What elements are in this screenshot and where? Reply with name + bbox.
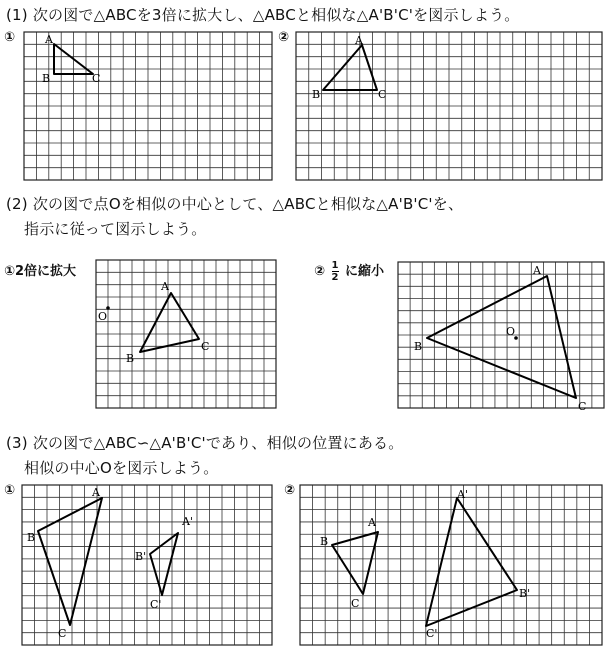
label-c-2-2: C [578,400,587,413]
fraction-numerator: 1 [331,260,339,271]
label-b-3-1: B [27,531,36,544]
label-a2-3-2: A' [457,488,468,501]
grid-1-1 [24,32,272,180]
triangle-abc-2-1 [140,293,199,352]
triangle-abc-2-2 [427,276,576,398]
section3-instruction-line2: 相似の中心Oを図示しよう。 [24,459,219,477]
label-c-3-1: C [58,627,67,640]
label-b-1-1: B [42,72,51,85]
label-c-1-2: C [378,88,387,101]
section2-instruction-line1: (2) 次の図で点Oを相似の中心として、△ABCと相似な△A'B'C'を、 [6,195,464,213]
label-c-3-2: C [351,597,360,610]
label-b2-3-1: B' [135,550,147,563]
grid-2-1 [96,260,276,408]
label-b-2-1: B [126,352,135,365]
label-o-2-1: O [98,310,108,323]
section2-sub1-label: ①2倍に拡大 [4,264,77,279]
section2-sub2-prefix: ② [314,264,326,279]
label-a-3-2: A [368,516,376,529]
section3-sub1-label: ① [4,483,16,498]
label-c2-3-1: C' [150,598,162,611]
label-a-1-2: A [355,34,363,47]
label-b-2-2: B [414,340,423,353]
fraction-denominator: 2 [331,272,339,283]
label-o-2-2: O [506,325,516,338]
label-b2-3-2: B' [519,587,531,600]
section2-instruction-line2: 指示に従って図示しよう。 [24,220,207,238]
section3-sub2-label: ② [284,483,296,498]
label-a-2-2: A [533,264,541,277]
label-a2-3-1: A' [182,515,193,528]
section3-instruction-line1: (3) 次の図で△ABC∽△A'B'C'であり、相似の位置にある。 [6,434,404,452]
label-b-1-2: B [312,88,321,101]
triangle-abc-3-1 [38,498,102,625]
label-c2-3-2: C' [426,627,438,640]
triangle-abc-1-2 [323,45,377,90]
section1-sub2-label: ② [278,30,290,45]
section2-sub2-suffix: に縮小 [345,264,385,279]
label-a-1-1: A [45,33,53,46]
grid-3-1 [22,485,272,645]
section1-instruction: (1) 次の図で△ABCを3倍に拡大し、△ABCと相似な△A'B'C'を図示しよう。 [6,6,520,24]
section1-sub1-label: ① [4,30,16,45]
label-a-2-1: A [161,280,169,293]
label-c-2-1: C [201,340,210,353]
label-c-1-1: C [92,72,101,85]
triangle-a2b2c2-3-1 [150,533,178,595]
triangle-a2b2c2-3-2 [426,498,517,626]
label-a-3-1: A [92,486,100,499]
label-b-3-2: B [320,535,329,548]
triangle-abc-3-2 [332,532,378,594]
grid-1-2 [296,32,602,180]
